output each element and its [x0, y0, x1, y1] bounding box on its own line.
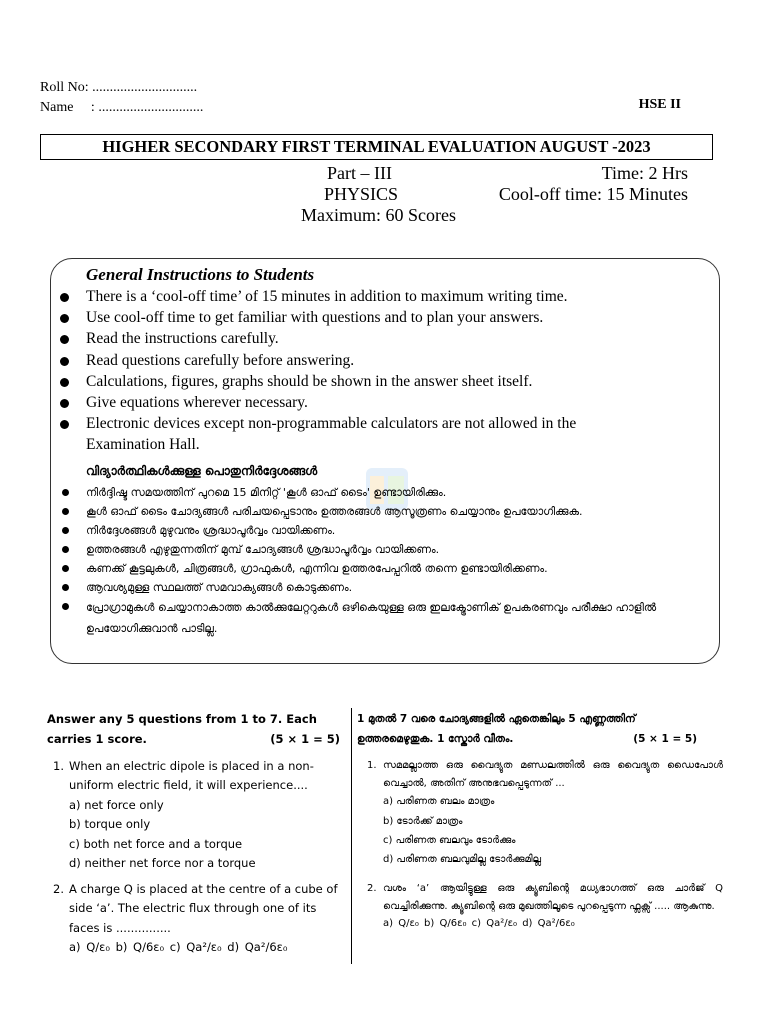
question-text: സമമല്ലാത്ത ഒരു വൈദ്യുത മണ്ഡലത്തിൽ ഒരു വൈദ്യുത ഡൈപോൾ വെച്ചാൽ, അതിന് അനുഭവപ്പെടുന്നത് ...	[383, 760, 723, 789]
option: a) പരിണത ബലം മാത്രം	[383, 796, 495, 808]
question-number: 2.	[53, 882, 64, 896]
student-details	[40, 78, 203, 118]
bullet-icon	[60, 399, 69, 408]
bullet-icon	[60, 420, 69, 429]
exam-title: HIGHER SECONDARY FIRST TERMINAL EVALUATION AUGUST -2023	[40, 134, 713, 160]
question-text: വശം ‘a’ ആയിട്ടുള്ള ഒരു ക്യൂബിന്റെ മധ്യഭാഗത്ത് ഒരു ചാർജ് Q വെച്ചിരിക്കുന്നു. ക്യൂബിന്റെ ഒരു മുഖത്തിലൂടെ പുറപ്പെടുന്ന ഫ്ലക്സ് ..... ആകുന്നു.	[383, 883, 723, 912]
malayalam-instructions	[58, 483, 698, 639]
column-divider	[351, 708, 352, 964]
bullet-icon	[62, 527, 69, 534]
list-item: Give equations wherever necessary.	[58, 392, 658, 413]
options-line: a) Q/ε₀ b) Q/6ε₀ c) Qa²/ε₀ d) Qa²/6ε₀	[383, 918, 575, 930]
roll-no-field: Roll No: ..............................	[40, 80, 198, 95]
list-item: Read the instructions carefully.	[58, 328, 658, 349]
section-heading-english: Answer any 5 questions from 1 to 7. Each carries 1 score. (5 × 1 = 5)	[47, 709, 340, 749]
bullet-icon	[62, 565, 69, 572]
option: c) പരിണത ബലവും ടോർക്കും	[383, 835, 516, 846]
list-item: Use cool-off time to get familiar with questions and to plan your answers.	[58, 307, 658, 328]
list-item: ആവശ്യമുള്ള സ്ഥലത്ത് സമവാക്യങ്ങൾ കൊടുക്കണം.	[58, 578, 698, 597]
question-text: When an electric dipole is placed in a non-uniform electric field, it will experience....	[69, 759, 314, 793]
english-instructions	[58, 286, 658, 456]
bullet-icon	[60, 335, 69, 344]
options-list	[383, 792, 723, 870]
option: c) both net force and a torque	[69, 836, 243, 851]
marks-label: (5 × 1 = 5)	[270, 732, 340, 746]
class-label: HSE II	[638, 97, 681, 112]
question-number: 2.	[367, 883, 377, 894]
question-1-malayalam	[367, 757, 723, 870]
list-item: Calculations, figures, graphs should be shown in the answer sheet itself.	[58, 371, 658, 392]
option: b) torque only	[69, 817, 151, 832]
bullet-icon	[62, 584, 69, 591]
option: d) പരിണത ബലവുമില്ല ടോർക്കുമില്ല	[383, 854, 542, 866]
question-number: 1.	[367, 760, 377, 771]
bullet-icon	[62, 546, 69, 553]
options-list	[69, 796, 348, 874]
section-heading-malayalam: 1 മുതൽ 7 വരെ ചോദ്യങ്ങളിൽ ഏതെങ്കിലും 5 എണ്ണത്തിന് ഉത്തരമെഴുതുക. 1 സ്കോർ വീതം. (5 × 1 = 5)	[357, 709, 697, 749]
bullet-icon	[60, 293, 69, 302]
list-item: കൂൾ ഓഫ് ടൈം ചോദ്യങ്ങൾ പരിചയപ്പെടാനും ഉത്തരങ്ങൾ ആസൂത്രണം ചെയ്യാനും ഉപയോഗിക്കുക.	[58, 502, 698, 521]
question-number: 1.	[53, 759, 64, 773]
bullet-icon	[60, 378, 69, 387]
name-field: Name : ..............................	[40, 100, 204, 115]
bullet-icon	[62, 489, 69, 496]
malayalam-instructions-title: വിദ്യാർത്ഥികൾക്കുള്ള പൊതുനിർദ്ദേശങ്ങൾ	[86, 464, 318, 478]
question-2-english	[53, 880, 348, 958]
list-item: കണക്ക് കൂട്ടലുകൾ, ചിത്രങ്ങൾ, ഗ്രാഫുകൾ, എന്നിവ ഉത്തരപേപ്പറിൽ തന്നെ ഉണ്ടായിരിക്കണം.	[58, 559, 698, 578]
time-label: Time: 2 Hrs	[601, 163, 688, 183]
question-2-malayalam	[367, 880, 723, 933]
option: a) net force only	[69, 797, 164, 812]
option: d) neither net force nor a torque	[69, 856, 256, 871]
subject-label: PHYSICS	[324, 184, 399, 204]
list-item: ഉത്തരങ്ങൾ എഴുതുന്നതിന് മുമ്പ് ചോദ്യങ്ങൾ ശ്രദ്ധാപൂർവ്വം വായിക്കണം.	[58, 540, 698, 559]
bullet-icon	[62, 603, 69, 610]
list-item: പ്രോഗ്രാമുകൾ ചെയ്യാനാകാത്ത കാൽക്കുലേറ്ററുകൾ ഒഴികെയുള്ള ഒരു ഇലക്ട്രോണിക് ഉപകരണവും പരീക്ഷാ ഹാളിൽ ഉപയോഗിക്കുവാൻ പാടില്ല.	[58, 597, 698, 639]
question-text: A charge Q is placed at the centre of a cube of side ‘a’. The electric flux through one of its faces is ...............	[69, 882, 338, 935]
list-item: Electronic devices except non-programmable calculators are not allowed in the Examination Hall.	[58, 413, 658, 455]
instructions-title: General Instructions to Students	[86, 265, 315, 284]
list-item: There is a ‘cool-off time’ of 15 minutes in addition to maximum writing time.	[58, 286, 658, 307]
options-line: a) Q/ε₀ b) Q/6ε₀ c) Qa²/ε₀ d) Qa²/6ε₀	[69, 940, 288, 955]
list-item: നിർദ്ദിഷ്ട സമയത്തിന് പുറമെ 15 മിനിറ്റ് 'കൂൾ ഓഫ് ടൈം' ഉണ്ടായിരിക്കും.	[58, 483, 698, 502]
bullet-icon	[60, 314, 69, 323]
part-label: Part – III	[327, 163, 392, 183]
bullet-icon	[62, 508, 69, 515]
max-scores: Maximum: 60 Scores	[301, 205, 456, 225]
marks-label: (5 × 1 = 5)	[633, 733, 697, 745]
option: b) ടോർക്ക് മാത്രം	[383, 815, 463, 827]
question-1-english	[53, 757, 348, 873]
list-item: നിർദ്ദേശങ്ങൾ മുഴുവനും ശ്രദ്ധാപൂർവ്വം വായിക്കണം.	[58, 521, 698, 540]
list-item: Read questions carefully before answering.	[58, 350, 658, 371]
bullet-icon	[60, 357, 69, 366]
cool-off-label: Cool-off time: 15 Minutes	[498, 184, 688, 204]
